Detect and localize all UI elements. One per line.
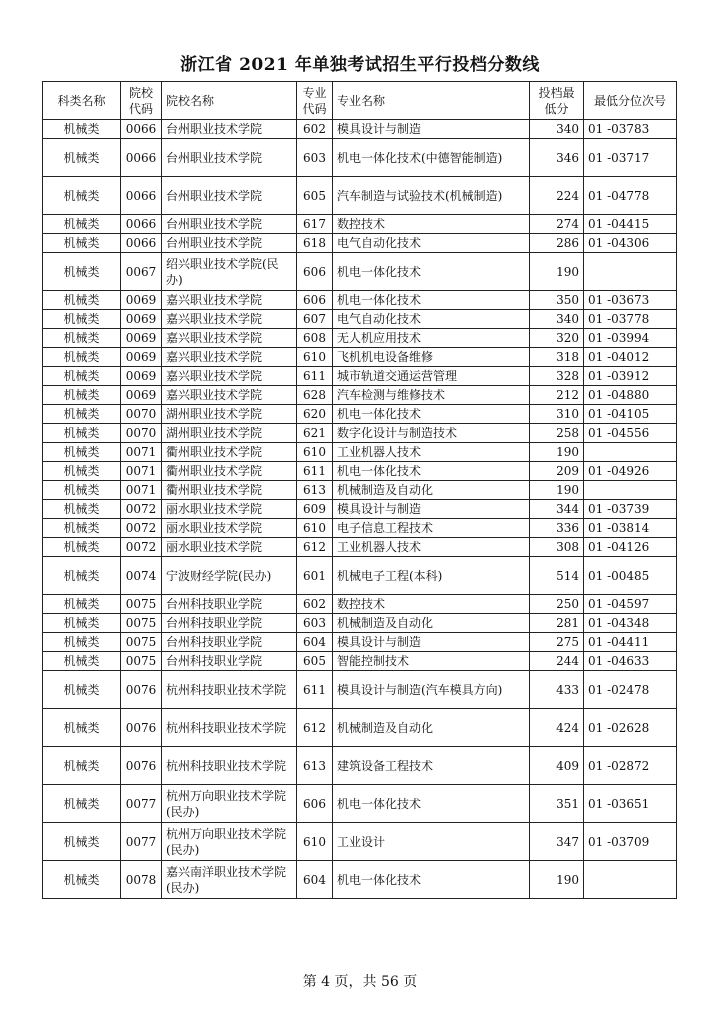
score-table xyxy=(42,81,677,899)
header-major-code: 专业代码 xyxy=(297,82,333,120)
header-school-name: 院校名称 xyxy=(162,82,297,120)
cell-school-name: 杭州科技职业技术学院 xyxy=(162,671,297,709)
cell-category: 机械类 xyxy=(43,823,121,861)
cell-min-score: 190 xyxy=(530,443,584,462)
cell-category: 机械类 xyxy=(43,595,121,614)
cell-min-score: 190 xyxy=(530,481,584,500)
cell-major-name: 机电一体化技术 xyxy=(333,861,530,899)
cell-school-name: 杭州万向职业技术学院(民办) xyxy=(162,823,297,861)
cell-school-code: 0069 xyxy=(121,367,162,386)
cell-major-name: 机电一体化技术 xyxy=(333,291,530,310)
table-row xyxy=(43,557,677,595)
cell-school-name: 丽水职业技术学院 xyxy=(162,538,297,557)
cell-min-rank xyxy=(584,253,677,291)
cell-category: 机械类 xyxy=(43,557,121,595)
cell-major-name: 智能控制技术 xyxy=(333,652,530,671)
table-row xyxy=(43,177,677,215)
table-row xyxy=(43,329,677,348)
cell-school-code: 0072 xyxy=(121,519,162,538)
cell-major-code: 604 xyxy=(297,861,333,899)
cell-major-name: 模具设计与制造 xyxy=(333,500,530,519)
cell-min-score: 351 xyxy=(530,785,584,823)
cell-category: 机械类 xyxy=(43,633,121,652)
cell-category: 机械类 xyxy=(43,747,121,785)
cell-school-code: 0066 xyxy=(121,177,162,215)
table-row xyxy=(43,747,677,785)
cell-school-code: 0071 xyxy=(121,481,162,500)
cell-category: 机械类 xyxy=(43,481,121,500)
cell-school-code: 0075 xyxy=(121,652,162,671)
cell-min-rank: 01 -04778 xyxy=(584,177,677,215)
cell-major-code: 621 xyxy=(297,424,333,443)
cell-major-code: 610 xyxy=(297,443,333,462)
cell-major-name: 模具设计与制造 xyxy=(333,120,530,139)
cell-min-score: 340 xyxy=(530,310,584,329)
cell-min-rank: 01 -03739 xyxy=(584,500,677,519)
header-category: 科类名称 xyxy=(43,82,121,120)
table-row xyxy=(43,538,677,557)
cell-school-code: 0078 xyxy=(121,861,162,899)
cell-major-name: 数控技术 xyxy=(333,215,530,234)
cell-category: 机械类 xyxy=(43,291,121,310)
cell-major-code: 606 xyxy=(297,253,333,291)
table-row xyxy=(43,785,677,823)
cell-major-name: 数字化设计与制造技术 xyxy=(333,424,530,443)
cell-category: 机械类 xyxy=(43,120,121,139)
cell-school-name: 台州科技职业学院 xyxy=(162,614,297,633)
cell-major-name: 工业设计 xyxy=(333,823,530,861)
cell-school-code: 0076 xyxy=(121,747,162,785)
cell-major-code: 618 xyxy=(297,234,333,253)
table-row xyxy=(43,215,677,234)
cell-min-score: 424 xyxy=(530,709,584,747)
cell-major-code: 606 xyxy=(297,785,333,823)
cell-min-score: 258 xyxy=(530,424,584,443)
cell-major-code: 606 xyxy=(297,291,333,310)
cell-major-code: 613 xyxy=(297,747,333,785)
cell-min-score: 320 xyxy=(530,329,584,348)
cell-min-rank: 01 -04926 xyxy=(584,462,677,481)
table-row xyxy=(43,671,677,709)
cell-major-name: 电气自动化技术 xyxy=(333,310,530,329)
cell-min-rank: 01 -04880 xyxy=(584,386,677,405)
table-row xyxy=(43,709,677,747)
cell-school-code: 0069 xyxy=(121,329,162,348)
cell-major-name: 机电一体化技术 xyxy=(333,785,530,823)
cell-category: 机械类 xyxy=(43,329,121,348)
cell-school-code: 0069 xyxy=(121,291,162,310)
cell-min-rank: 01 -04105 xyxy=(584,405,677,424)
cell-school-code: 0076 xyxy=(121,709,162,747)
cell-category: 机械类 xyxy=(43,386,121,405)
cell-major-code: 611 xyxy=(297,671,333,709)
cell-school-name: 湖州职业技术学院 xyxy=(162,424,297,443)
cell-min-score: 190 xyxy=(530,861,584,899)
cell-min-rank: 01 -00485 xyxy=(584,557,677,595)
header-school-code: 院校代码 xyxy=(121,82,162,120)
page-title: 浙江省 2021 年单独考试招生平行投档分数线 xyxy=(180,55,540,75)
cell-school-name: 台州科技职业学院 xyxy=(162,595,297,614)
table-row xyxy=(43,120,677,139)
cell-min-score: 190 xyxy=(530,253,584,291)
cell-major-name: 机械电子工程(本科) xyxy=(333,557,530,595)
cell-min-score: 274 xyxy=(530,215,584,234)
cell-min-score: 212 xyxy=(530,386,584,405)
cell-major-code: 610 xyxy=(297,519,333,538)
page-footer: 第 4 页，共 56 页 xyxy=(302,974,418,990)
cell-major-code: 620 xyxy=(297,405,333,424)
cell-school-code: 0069 xyxy=(121,348,162,367)
table-row xyxy=(43,348,677,367)
cell-min-rank: 01 -02628 xyxy=(584,709,677,747)
cell-category: 机械类 xyxy=(43,348,121,367)
cell-category: 机械类 xyxy=(43,367,121,386)
cell-min-rank: 01 -03651 xyxy=(584,785,677,823)
cell-major-code: 612 xyxy=(297,538,333,557)
cell-school-name: 嘉兴职业技术学院 xyxy=(162,291,297,310)
cell-category: 机械类 xyxy=(43,614,121,633)
table-row xyxy=(43,310,677,329)
cell-major-name: 工业机器人技术 xyxy=(333,443,530,462)
cell-category: 机械类 xyxy=(43,215,121,234)
cell-category: 机械类 xyxy=(43,652,121,671)
cell-category: 机械类 xyxy=(43,443,121,462)
cell-category: 机械类 xyxy=(43,310,121,329)
cell-category: 机械类 xyxy=(43,177,121,215)
cell-min-rank: 01 -03717 xyxy=(584,139,677,177)
cell-major-name: 机电一体化技术 xyxy=(333,253,530,291)
cell-category: 机械类 xyxy=(43,253,121,291)
cell-major-code: 610 xyxy=(297,823,333,861)
cell-major-name: 机电一体化技术(中德智能制造) xyxy=(333,139,530,177)
cell-min-rank: 01 -04633 xyxy=(584,652,677,671)
cell-min-rank: 01 -04415 xyxy=(584,215,677,234)
cell-school-name: 台州职业技术学院 xyxy=(162,234,297,253)
cell-school-name: 嘉兴职业技术学院 xyxy=(162,329,297,348)
cell-school-code: 0074 xyxy=(121,557,162,595)
cell-school-code: 0066 xyxy=(121,234,162,253)
cell-school-code: 0072 xyxy=(121,500,162,519)
cell-min-rank: 01 -03709 xyxy=(584,823,677,861)
cell-min-score: 286 xyxy=(530,234,584,253)
cell-school-code: 0077 xyxy=(121,785,162,823)
cell-school-name: 台州职业技术学院 xyxy=(162,177,297,215)
cell-min-score: 244 xyxy=(530,652,584,671)
cell-category: 机械类 xyxy=(43,405,121,424)
cell-school-name: 衢州职业技术学院 xyxy=(162,481,297,500)
cell-major-name: 机械制造及自动化 xyxy=(333,481,530,500)
cell-min-score: 433 xyxy=(530,671,584,709)
table-row xyxy=(43,481,677,500)
cell-major-name: 汽车制造与试验技术(机械制造) xyxy=(333,177,530,215)
cell-major-code: 605 xyxy=(297,652,333,671)
cell-school-name: 台州科技职业学院 xyxy=(162,652,297,671)
cell-school-name: 嘉兴职业技术学院 xyxy=(162,310,297,329)
cell-major-name: 工业机器人技术 xyxy=(333,538,530,557)
cell-category: 机械类 xyxy=(43,500,121,519)
table-row xyxy=(43,234,677,253)
cell-school-code: 0069 xyxy=(121,386,162,405)
cell-school-name: 台州科技职业学院 xyxy=(162,633,297,652)
table-row xyxy=(43,500,677,519)
cell-min-rank: 01 -03783 xyxy=(584,120,677,139)
cell-school-name: 衢州职业技术学院 xyxy=(162,462,297,481)
cell-school-name: 杭州科技职业技术学院 xyxy=(162,747,297,785)
cell-major-code: 603 xyxy=(297,614,333,633)
table-row xyxy=(43,443,677,462)
cell-school-name: 台州职业技术学院 xyxy=(162,215,297,234)
cell-category: 机械类 xyxy=(43,462,121,481)
cell-school-code: 0075 xyxy=(121,633,162,652)
cell-school-code: 0076 xyxy=(121,671,162,709)
cell-school-name: 嘉兴职业技术学院 xyxy=(162,348,297,367)
cell-school-code: 0072 xyxy=(121,538,162,557)
table-row xyxy=(43,633,677,652)
cell-school-name: 嘉兴南洋职业技术学院(民办) xyxy=(162,861,297,899)
table-row xyxy=(43,519,677,538)
cell-major-name: 建筑设备工程技术 xyxy=(333,747,530,785)
cell-category: 机械类 xyxy=(43,139,121,177)
cell-school-name: 绍兴职业技术学院(民办) xyxy=(162,253,297,291)
cell-major-name: 模具设计与制造(汽车模具方向) xyxy=(333,671,530,709)
table-row xyxy=(43,291,677,310)
cell-school-name: 衢州职业技术学院 xyxy=(162,443,297,462)
cell-major-name: 电子信息工程技术 xyxy=(333,519,530,538)
table-row xyxy=(43,367,677,386)
cell-category: 机械类 xyxy=(43,424,121,443)
table-body xyxy=(43,120,677,899)
cell-major-code: 609 xyxy=(297,500,333,519)
cell-min-score: 310 xyxy=(530,405,584,424)
cell-major-name: 模具设计与制造 xyxy=(333,633,530,652)
cell-min-score: 224 xyxy=(530,177,584,215)
cell-major-code: 601 xyxy=(297,557,333,595)
cell-min-score: 209 xyxy=(530,462,584,481)
cell-min-rank: 01 -03994 xyxy=(584,329,677,348)
cell-major-code: 628 xyxy=(297,386,333,405)
cell-major-code: 604 xyxy=(297,633,333,652)
cell-major-code: 617 xyxy=(297,215,333,234)
cell-min-rank: 01 -04556 xyxy=(584,424,677,443)
cell-school-code: 0075 xyxy=(121,614,162,633)
table-row xyxy=(43,614,677,633)
cell-school-code: 0071 xyxy=(121,462,162,481)
table-row xyxy=(43,462,677,481)
table-row xyxy=(43,139,677,177)
cell-min-rank: 01 -03814 xyxy=(584,519,677,538)
cell-major-code: 602 xyxy=(297,120,333,139)
cell-min-score: 275 xyxy=(530,633,584,652)
cell-school-code: 0066 xyxy=(121,139,162,177)
cell-major-name: 城市轨道交通运营管理 xyxy=(333,367,530,386)
cell-major-code: 607 xyxy=(297,310,333,329)
cell-min-rank xyxy=(584,861,677,899)
cell-school-code: 0066 xyxy=(121,120,162,139)
cell-min-score: 514 xyxy=(530,557,584,595)
cell-school-name: 杭州科技职业技术学院 xyxy=(162,709,297,747)
table-header-row xyxy=(43,82,677,120)
table-row xyxy=(43,652,677,671)
cell-major-code: 611 xyxy=(297,462,333,481)
cell-min-score: 409 xyxy=(530,747,584,785)
cell-major-code: 608 xyxy=(297,329,333,348)
cell-category: 机械类 xyxy=(43,785,121,823)
cell-category: 机械类 xyxy=(43,671,121,709)
cell-major-code: 605 xyxy=(297,177,333,215)
cell-major-code: 603 xyxy=(297,139,333,177)
cell-school-code: 0066 xyxy=(121,215,162,234)
cell-min-score: 344 xyxy=(530,500,584,519)
cell-school-code: 0075 xyxy=(121,595,162,614)
cell-min-rank: 01 -02872 xyxy=(584,747,677,785)
table-row xyxy=(43,253,677,291)
cell-school-name: 杭州万向职业技术学院(民办) xyxy=(162,785,297,823)
cell-school-code: 0070 xyxy=(121,405,162,424)
cell-school-name: 台州职业技术学院 xyxy=(162,120,297,139)
cell-category: 机械类 xyxy=(43,538,121,557)
table-row xyxy=(43,595,677,614)
cell-school-code: 0071 xyxy=(121,443,162,462)
cell-school-name: 嘉兴职业技术学院 xyxy=(162,386,297,405)
cell-min-rank: 01 -04126 xyxy=(584,538,677,557)
cell-major-code: 602 xyxy=(297,595,333,614)
cell-min-score: 328 xyxy=(530,367,584,386)
cell-school-code: 0069 xyxy=(121,310,162,329)
table-row xyxy=(43,424,677,443)
cell-category: 机械类 xyxy=(43,519,121,538)
cell-min-rank: 01 -03778 xyxy=(584,310,677,329)
cell-category: 机械类 xyxy=(43,234,121,253)
cell-school-code: 0067 xyxy=(121,253,162,291)
cell-min-score: 350 xyxy=(530,291,584,310)
header-major-name: 专业名称 xyxy=(333,82,530,120)
cell-school-name: 宁波财经学院(民办) xyxy=(162,557,297,595)
cell-school-code: 0070 xyxy=(121,424,162,443)
cell-category: 机械类 xyxy=(43,709,121,747)
cell-category: 机械类 xyxy=(43,861,121,899)
cell-school-name: 嘉兴职业技术学院 xyxy=(162,367,297,386)
table-row xyxy=(43,823,677,861)
cell-major-name: 无人机应用技术 xyxy=(333,329,530,348)
cell-min-score: 308 xyxy=(530,538,584,557)
table-row xyxy=(43,861,677,899)
cell-major-name: 机械制造及自动化 xyxy=(333,709,530,747)
cell-major-name: 电气自动化技术 xyxy=(333,234,530,253)
cell-min-score: 346 xyxy=(530,139,584,177)
cell-min-score: 281 xyxy=(530,614,584,633)
cell-min-rank: 01 -03912 xyxy=(584,367,677,386)
cell-major-code: 611 xyxy=(297,367,333,386)
cell-school-name: 丽水职业技术学院 xyxy=(162,519,297,538)
cell-major-code: 612 xyxy=(297,709,333,747)
cell-major-code: 610 xyxy=(297,348,333,367)
cell-min-score: 336 xyxy=(530,519,584,538)
table-row xyxy=(43,405,677,424)
header-min-score: 投档最低分 xyxy=(530,82,584,120)
cell-major-name: 机械制造及自动化 xyxy=(333,614,530,633)
cell-min-rank: 01 -04306 xyxy=(584,234,677,253)
cell-min-score: 340 xyxy=(530,120,584,139)
cell-min-rank: 01 -03673 xyxy=(584,291,677,310)
table-row xyxy=(43,386,677,405)
cell-min-rank: 01 -04012 xyxy=(584,348,677,367)
cell-major-name: 机电一体化技术 xyxy=(333,405,530,424)
cell-min-rank: 01 -04597 xyxy=(584,595,677,614)
cell-school-name: 丽水职业技术学院 xyxy=(162,500,297,519)
cell-min-score: 250 xyxy=(530,595,584,614)
cell-min-rank xyxy=(584,481,677,500)
cell-major-name: 机电一体化技术 xyxy=(333,462,530,481)
cell-major-name: 数控技术 xyxy=(333,595,530,614)
cell-school-name: 台州职业技术学院 xyxy=(162,139,297,177)
cell-min-score: 318 xyxy=(530,348,584,367)
cell-min-score: 347 xyxy=(530,823,584,861)
cell-major-code: 613 xyxy=(297,481,333,500)
cell-min-rank xyxy=(584,443,677,462)
cell-major-name: 汽车检测与维修技术 xyxy=(333,386,530,405)
header-min-rank: 最低分位次号 xyxy=(584,82,677,120)
cell-major-name: 飞机机电设备维修 xyxy=(333,348,530,367)
cell-school-code: 0077 xyxy=(121,823,162,861)
cell-min-rank: 01 -04348 xyxy=(584,614,677,633)
cell-min-rank: 01 -02478 xyxy=(584,671,677,709)
cell-school-name: 湖州职业技术学院 xyxy=(162,405,297,424)
cell-min-rank: 01 -04411 xyxy=(584,633,677,652)
